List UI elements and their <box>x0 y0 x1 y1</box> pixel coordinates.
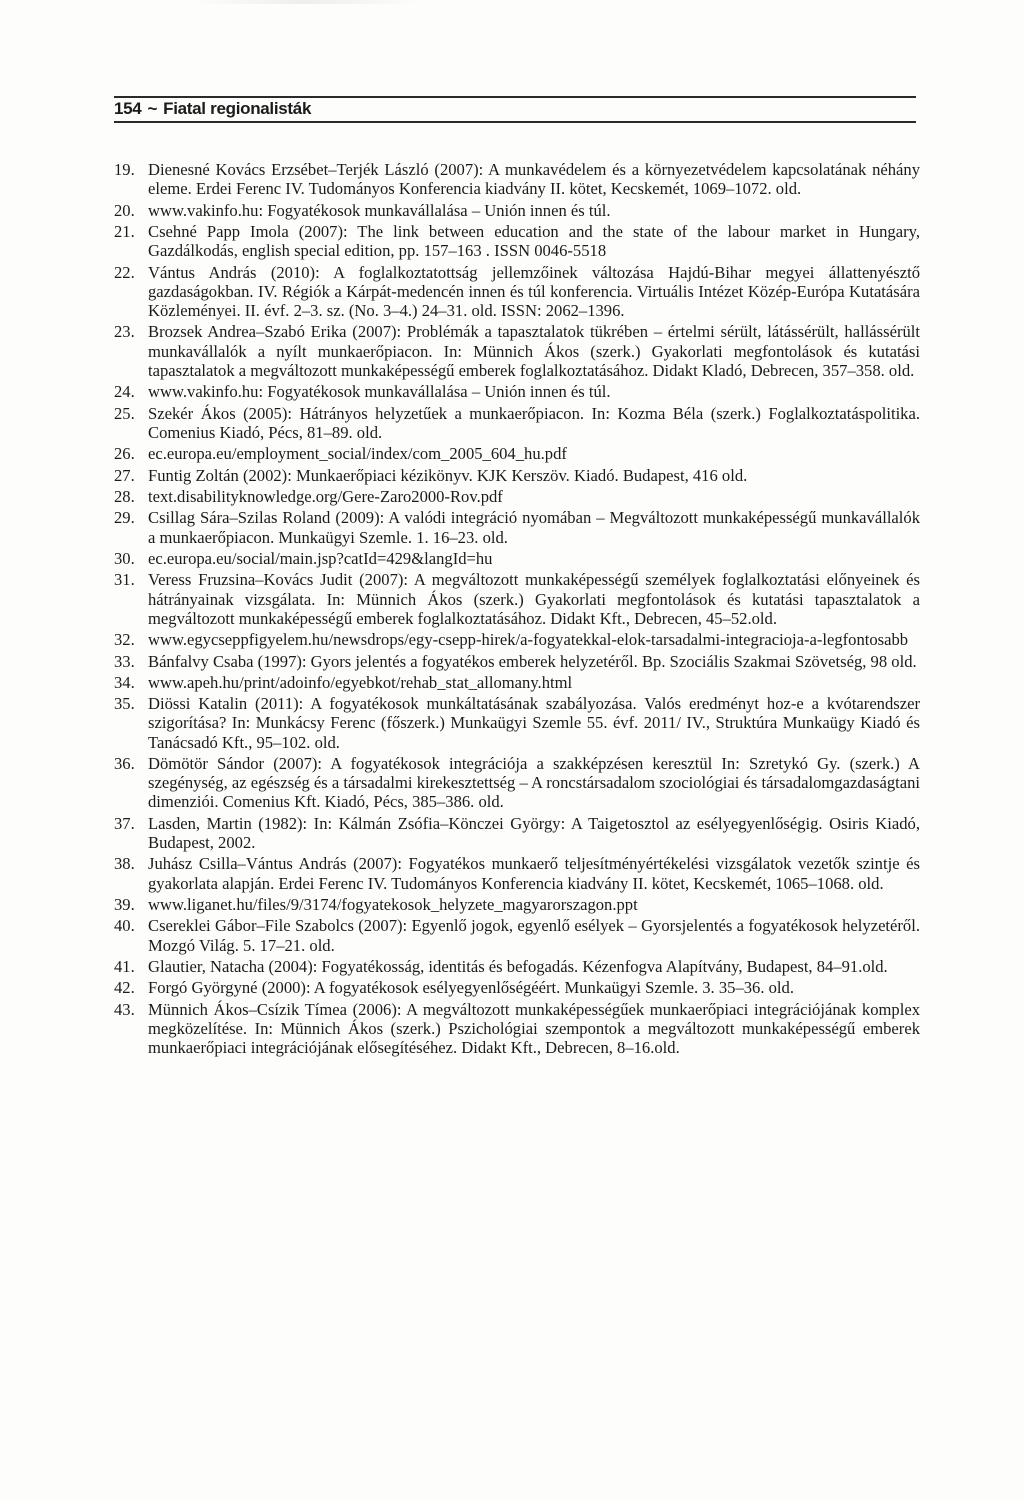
reference-item <box>114 630 920 649</box>
reference-text: Szekér Ákos (2005): Hátrányos helyzetűek a munkaerőpiacon. In: Kozma Béla (szerk.) Foglalkoztatáspolitika. Comenius Kiadó, Pécs, 81–89. old. <box>148 403 920 442</box>
reference-text: www.vakinfo.hu: Fogyatékosok munkavállalása – Unión innen és túl. <box>148 200 611 220</box>
header-rule-bottom <box>114 121 916 123</box>
reference-text: Vántus András (2010): A foglalkoztatottság jellemzőinek változása Hajdú-Bihar megyei állattenyésztő gazdaságokban. IV. Régiók a Kárpát-medencén innen és túl konferencia. Virtuális Intézet Közép-Európa Kutatására Közleményei. II. évf. 2–3. sz. (No. 3–4.) 24–31. old. ISSN: 2062–1396. <box>148 262 920 320</box>
reference-item <box>114 754 920 812</box>
reference-item <box>114 263 920 321</box>
running-head <box>114 99 311 119</box>
reference-number: 20. <box>114 200 135 220</box>
header-separator: ~ <box>147 99 158 118</box>
reference-number: 26. <box>114 444 135 464</box>
reference-number: 37. <box>114 813 135 833</box>
reference-text: Glautier, Natacha (2004): Fogyatékosság, identitás és befogadás. Kézenfogva Alapítvány, Budapest, 84–91.old. <box>148 957 888 977</box>
reference-item <box>114 322 920 380</box>
reference-number: 25. <box>114 403 135 423</box>
reference-item <box>114 957 920 976</box>
reference-number: 27. <box>114 465 135 485</box>
reference-item <box>114 487 920 506</box>
reference-item <box>114 652 920 671</box>
reference-text: www.apeh.hu/print/adoinfo/egyebkot/rehab_stat_allomany.html <box>148 672 573 692</box>
reference-text: Lasden, Martin (1982): In: Kálmán Zsófia–Könczei György: A Taigetosztol az esélyegyenlőségig. Osiris Kiadó, Budapest, 2002. <box>148 813 920 853</box>
reference-item <box>114 854 920 892</box>
reference-number: 38. <box>114 854 135 874</box>
reference-text: Csehné Papp Imola (2007): The link between education and the state of the labour market in Hungary, Gazdálkodás, english special edition, pp. 157–163 . ISSN 0046-5518 <box>148 221 920 261</box>
reference-item <box>114 382 920 401</box>
reference-text: Dömötör Sándor (2007): A fogyatékosok integrációja a szakképzésen keresztül In: Szretykó Gy. (szerk.) A szegénység, az egészség és a társadalmi kirekesztettség – A roncstársadalom szociológiai és társadalomgazdaságtani dimenziói. Comenius Kft. Kiadó, Pécs, 385–386. old. <box>148 754 920 812</box>
reference-text: www.egycseppfigyelem.hu/newsdrops/egy-csepp-hirek/a-fogyatekkal-elok-tarsadalmi-integracioja-a-legfontosabb <box>148 630 909 650</box>
reference-item <box>114 404 920 442</box>
reference-text: Dienesné Kovács Erzsébet–Terjék László (2007): A munkavédelem és a környezetvédelem kapcsolatának néhány eleme. Erdei Ferenc IV. Tudományos Konferencia kiadvány II. kötet, Kecskemét, 1069–1072. old. <box>148 160 920 199</box>
reference-text: Funtig Zoltán (2002): Munkaerőpiaci kézikönyv. KJK Kerszöv. Kiadó. Budapest, 416 old. <box>148 465 748 485</box>
reference-number: 30. <box>114 548 135 568</box>
reference-text: Münnich Ákos–Csízik Tímea (2006): A megváltozott munkaképességűek munkaerőpiaci integrációjának komplex megközelítése. In: Münnich Ákos (szerk.) Pszichológiai szempontok a megváltozott munkaképességű emberek munkaerőpiaci integrációjának elősegítéséhez. Didakt Kft., Debrecen, 8–16.old. <box>148 999 920 1058</box>
reference-item <box>114 570 920 628</box>
reference-item <box>114 222 920 260</box>
reference-number: 41. <box>114 957 135 977</box>
reference-number: 23. <box>114 322 135 342</box>
reference-number: 31. <box>114 570 135 590</box>
reference-number: 33. <box>114 651 135 671</box>
reference-item <box>114 895 920 914</box>
reference-number: 32. <box>114 630 135 650</box>
reference-number: 21. <box>114 221 135 241</box>
reference-item <box>114 814 920 852</box>
page-header <box>114 90 916 152</box>
reference-text: Bánfalvy Csaba (1997): Gyors jelentés a fogyatékos emberek helyzetéről. Bp. Szociális Szakmai Szövetség, 98 old. <box>148 651 917 671</box>
reference-text: Csereklei Gábor–File Szabolcs (2007): Egyenlő jogok, egyenlő esélyek – Gyorsjelentés a fogyatékosok helyzetéről. Mozgó Világ. 5. 17–21. old. <box>148 916 920 955</box>
reference-text: Juhász Csilla–Vántus András (2007): Fogyatékos munkaerő teljesítményértékelési vizsgálatok vezetők szintje és gyakorlata alapján. Erdei Ferenc IV. Tudományos Konferencia kiadvány II. kötet, Kecskemét, 1065–1068. old. <box>148 854 920 893</box>
header-rule-top <box>114 96 916 98</box>
page-number: 154 <box>114 99 142 118</box>
reference-item <box>114 549 920 568</box>
header-title: Fiatal regionalisták <box>163 99 312 118</box>
reference-text: text.disabilityknowledge.org/Gere-Zaro2000-Rov.pdf <box>148 486 503 506</box>
reference-list <box>114 160 920 1060</box>
reference-item <box>114 694 920 752</box>
reference-item <box>114 673 920 692</box>
reference-item <box>114 1000 920 1058</box>
reference-text: Forgó Györgyné (2000): A fogyatékosok esélyegyenlőségéért. Munkaügyi Szemle. 3. 35–36. old. <box>148 978 794 998</box>
scan-artifact <box>190 0 420 4</box>
reference-item <box>114 978 920 997</box>
reference-item <box>114 444 920 463</box>
reference-number: 19. <box>114 160 135 179</box>
reference-number: 39. <box>114 895 135 915</box>
reference-number: 29. <box>114 508 135 528</box>
reference-text: Diössi Katalin (2011): A fogyatékosok munkáltatásának szabályozása. Valós eredményt hoz-e a kvótarendszer szigorítása? In: Munkácsy Ferenc (főszerk.) Munkaügyi Szemle 55. évf. 2011/ IV., Struktúra Munkaügy Kiadó és Tanácsadó Kft., 95–102. old. <box>148 694 920 752</box>
reference-text: Brozsek Andrea–Szabó Erika (2007): Problémák a tapasztalatok tükrében – értelmi sérült, látássérült, hallássérült munkavállalók a nyílt munkaerőpiacon. In: Münnich Ákos (szerk.) Gyakorlati megfontolások és kutatási tapasztalatok a megváltozott munkaképességű emberek foglalkoztatásához. Didakt Kladó, Debrecen, 357–358. old. <box>148 322 920 380</box>
reference-item <box>114 201 920 220</box>
reference-number: 28. <box>114 486 135 506</box>
reference-number: 34. <box>114 672 135 692</box>
reference-number: 35. <box>114 694 135 714</box>
reference-text: www.vakinfo.hu: Fogyatékosok munkavállalása – Unión innen és túl. <box>148 382 611 402</box>
reference-item <box>114 508 920 546</box>
reference-number: 40. <box>114 916 135 936</box>
reference-number: 43. <box>114 999 135 1019</box>
reference-text: ec.europa.eu/employment_social/index/com_2005_604_hu.pdf <box>148 444 567 464</box>
reference-text: Csillag Sára–Szilas Roland (2009): A valódi integráció nyomában – Megváltozott munkaképességű munkavállalók a munkaerőpiacon. Munkaügyi Szemle. 1. 16–23. old. <box>148 508 920 547</box>
reference-item <box>114 466 920 485</box>
reference-number: 24. <box>114 382 135 402</box>
reference-number: 22. <box>114 262 135 282</box>
reference-number: 36. <box>114 754 135 774</box>
reference-item <box>114 160 920 198</box>
reference-item <box>114 916 920 954</box>
reference-text: ec.europa.eu/social/main.jsp?catId=429&langId=hu <box>148 548 493 568</box>
reference-number: 42. <box>114 978 135 998</box>
reference-text: www.liganet.hu/files/9/3174/fogyatekosok_helyzete_magyarorszagon.ppt <box>148 895 638 915</box>
reference-text: Veress Fruzsina–Kovács Judit (2007): A megváltozott munkaképességű személyek foglalkoztatási előnyeinek és hátrányainak vizsgálata. In: Münnich Ákos (szerk.) Gyakorlati megfontolások és kutatási tapasztalatok a megváltozott munkaképességű emberek foglalkoztatásához. Didakt Kft., Debrecen, 45–52.old. <box>148 570 920 628</box>
